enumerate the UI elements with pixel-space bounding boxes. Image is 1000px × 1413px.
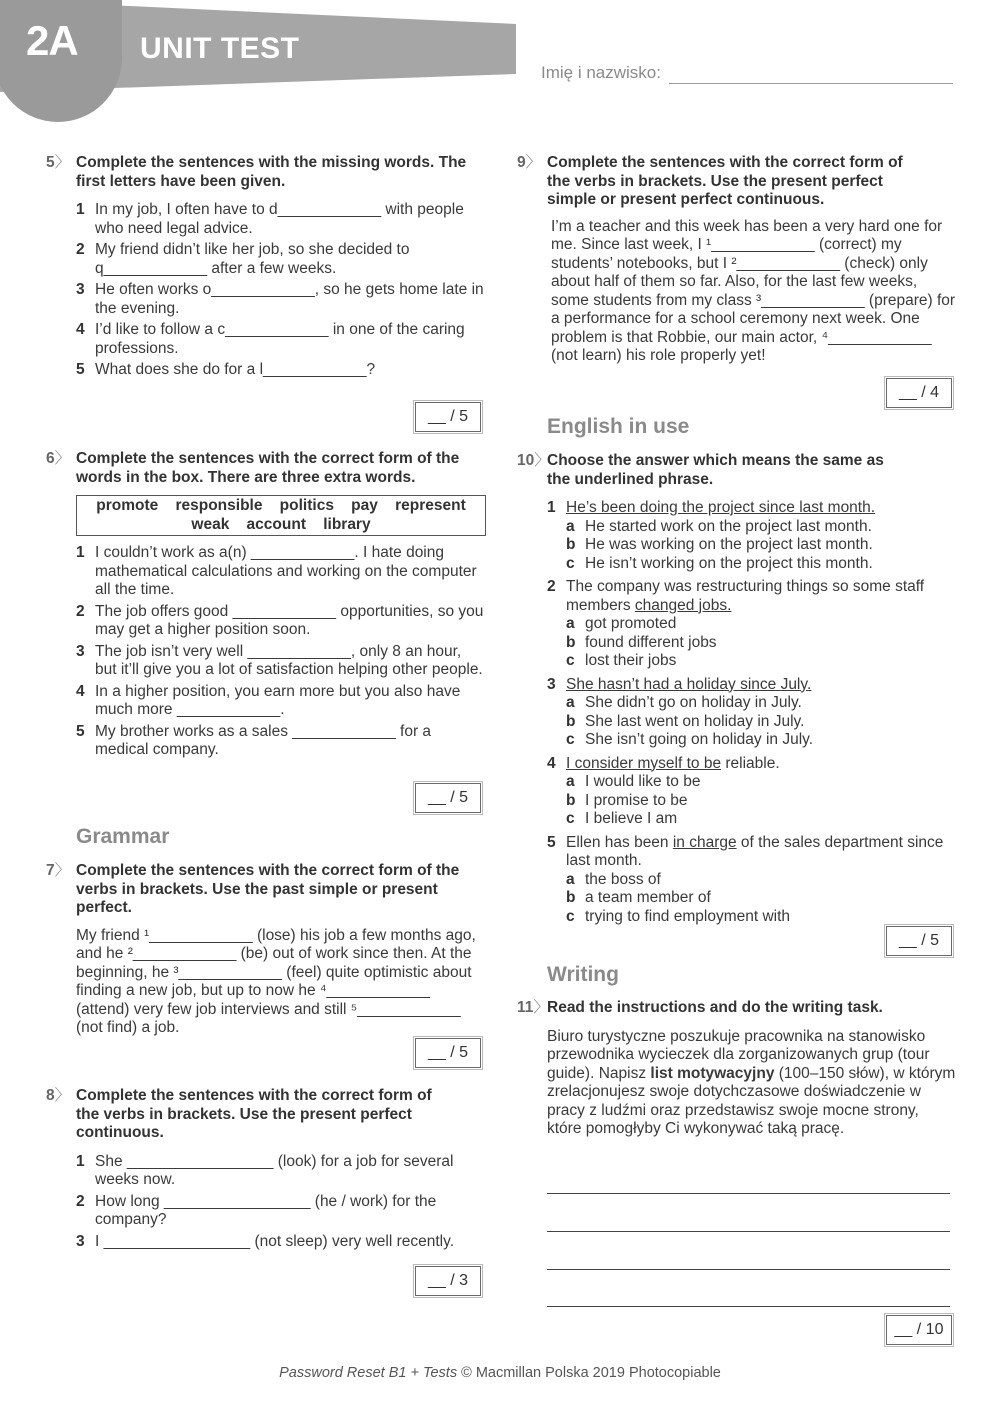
- exercise-number: 9: [517, 154, 526, 171]
- answer-option[interactable]: [566, 713, 957, 732]
- option-text: She isn’t going on holiday in July.: [585, 731, 814, 748]
- list-item: [76, 723, 486, 760]
- answer-option[interactable]: [566, 773, 957, 792]
- writing-task-text-end: (100–150 słów), w którym zrelacjonujesz swoje dotychczasowe doświadczenie w pracy z ludźmi oraz przedstawisz swoje mocne strony, które pomogłyby Ci wykonywać taką pracę.: [547, 1064, 956, 1137]
- item-list: [76, 1153, 486, 1252]
- option-letter: a: [566, 615, 575, 632]
- section-title-writing: Writing: [547, 963, 619, 986]
- item-number: 1: [76, 1152, 85, 1170]
- answer-option[interactable]: [566, 536, 957, 555]
- name-label: Imię i nazwisko:: [541, 63, 661, 82]
- exercise-5: 5〉 Complete the sentences with the missing words. The first letters have been given. 1 In my job, I often have to d____________ with people who need legal advice. 2 My friend didn’t like her job, so she decided to q____________ after a few weeks. 3 He often works o____________, so he gets home late in the evening. 4 I’d like to follow a c____________ in one of the caring professions. 5 What does she do for a l____________?: [46, 154, 486, 383]
- question-item: [547, 676, 957, 750]
- underlined-phrase: in charge: [672, 833, 737, 851]
- option-text: He started work on the project last month.: [585, 517, 872, 535]
- item-number: 4: [76, 682, 85, 700]
- stem-text: of the sales department since last month.: [566, 833, 944, 869]
- answer-option[interactable]: [566, 518, 957, 537]
- list-item: [76, 544, 486, 600]
- writing-answer-line[interactable]: [547, 1231, 950, 1232]
- score-box-11: __ / 10: [886, 1315, 952, 1345]
- exercise-number: 11: [517, 999, 534, 1016]
- question-item: [547, 578, 957, 671]
- list-item: [76, 643, 486, 680]
- stem-text: The company was restructuring things so some staff members: [566, 578, 925, 614]
- item-text[interactable]: What does she do for a l____________?: [95, 361, 376, 378]
- item-text[interactable]: I _________________ (not sleep) very well recently.: [95, 1232, 455, 1250]
- option-text: She last went on holiday in July.: [585, 712, 805, 730]
- item-number: 1: [547, 499, 556, 516]
- option-text: I believe I am: [585, 810, 678, 827]
- answer-option[interactable]: [566, 871, 957, 890]
- question-stem: [566, 499, 957, 518]
- exercise-instruction: Read the instructions and do the writing task.: [547, 999, 883, 1016]
- underlined-phrase: He’s been doing the project since last month.: [566, 499, 876, 516]
- underlined-phrase: I consider myself to be: [566, 754, 722, 772]
- item-number: 2: [547, 578, 556, 595]
- stem-text: Ellen has been: [566, 833, 673, 851]
- option-letter: c: [566, 652, 575, 669]
- list-item: [76, 321, 486, 358]
- item-number: 2: [76, 241, 85, 258]
- option-text: trying to find employment with: [585, 907, 791, 925]
- question-stem: [566, 578, 957, 615]
- underlined-phrase: She hasn’t had a holiday since July.: [566, 675, 812, 693]
- exercise-paragraph: I’m a teacher and this week has been a very hard one for me. Since last week, I ¹____________ (correct) my students’ notebooks, but I ²____________ (check) only about half of them so far. Also, for the last few weeks, some students from my class ³____________ (prepare) for a performance for a school ceremony next week. One problem is that Robbie, our main actor, ⁴____________ (not learn) his role properly yet!: [551, 217, 956, 364]
- answer-option[interactable]: [566, 694, 957, 713]
- item-text[interactable]: My friend didn’t like her job, so she decided to q____________ after a few weeks.: [95, 241, 410, 277]
- option-text: the boss of: [585, 870, 661, 888]
- list-item: [76, 361, 486, 380]
- score-box-8: __ / 3: [415, 1266, 481, 1296]
- list-item: [76, 281, 486, 318]
- option-letter: c: [566, 731, 575, 748]
- exercise-number: 5: [46, 154, 55, 171]
- item-number: 3: [76, 642, 85, 660]
- writing-answer-line[interactable]: [547, 1306, 950, 1307]
- score-box-7: __ / 5: [415, 1038, 481, 1068]
- exercise-10: 10〉 Choose the answer which means the same as the underlined phrase. 1 He’s been doing the project since last month. a He started work on the project last month. b He was working on the project last month. c He isn’t working on the project this month. 2 The company was restructuring things so some staff members changed jobs. a got promoted b found different jobs c lost their jobs 3 She hasn’t had a holiday since July. a She didn’t go on holiday in July. b She last went on holiday in July. c She isn’t going on holiday in July. 4 I consider myself to be reliable. a I would like to be b I promise to be c I believe I am 5 Ellen has been in charge of the sales department since last month. a the boss of b a team member of c trying to find employment with: [517, 452, 957, 931]
- option-letter: a: [566, 694, 575, 711]
- exercise-9: 9〉 Complete the sentences with the correct form of the verbs in brackets. Use the present perfect simple or present perfect continuous. I’m a teacher and this week has been a very hard one for me. Since last week, I ¹____________ (correct) my students’ notebooks, but I ²____________ (check) only about half of them so far. Also, for the last few weeks, some students from my class ³____________ (prepare) for a performance for a school ceremony next week. One problem is that Robbie, our main actor, ⁴____________ (not learn) his role properly yet!: [517, 154, 956, 364]
- item-number: 3: [76, 281, 85, 298]
- answer-option[interactable]: [566, 615, 957, 634]
- item-text[interactable]: How long _________________ (he / work) for the company?: [95, 1192, 437, 1228]
- option-text: I promise to be: [585, 791, 688, 809]
- option-letter: a: [566, 870, 575, 888]
- exercise-6: 6〉 Complete the sentences with the correct form of the words in the box. There are three extra words. promote responsible politics pay represent weak account library 1 I couldn’t work as a(n) ____________. I hate doing mathematical calculations and working on the computer all the time. 2 The job offers good ____________ opportunities, so you may get a higher position soon. 3 The job isn’t very well ____________, only 8 an hour, but it’ll give you a lot of satisfaction helping other people. 4 In a higher position, you earn more but you also have much more ____________. 5 My brother works as a sales ____________ for a medical company.: [46, 450, 486, 763]
- question-stem: [566, 755, 957, 774]
- writing-task-text: Biuro turystyczne poszukuje pracownika na stanowisko przewodnika wycieczek dla zorganizowanych grup (tour guide). Napisz: [547, 1027, 930, 1082]
- question-item: [547, 499, 957, 573]
- item-text[interactable]: My brother works as a sales ____________ for a medical company.: [95, 722, 432, 758]
- list-item: [76, 683, 486, 720]
- item-number: 5: [76, 361, 85, 378]
- score-box-9: __ / 4: [886, 378, 952, 408]
- exercise-paragraph: My friend ¹____________ (lose) his job a few months ago, and he ²____________ (be) out of work since then. At the beginning, he ³____________ (feel) quite optimistic about finding a new job, but up to now he ⁴____________ (attend) very few job interviews and still ⁵____________ (not find) a job.: [76, 926, 476, 1036]
- item-number: 1: [76, 544, 85, 561]
- score-box-5: __ / 5: [415, 402, 481, 432]
- option-letter: b: [566, 633, 576, 651]
- option-text: He isn’t working on the project this month.: [585, 554, 873, 572]
- page-title: UNIT TEST: [140, 32, 300, 65]
- page-footer: [0, 1364, 1000, 1383]
- exercise-11: 11〉 Read the instructions and do the writing task. Biuro turystyczne poszukuje pracownika na stanowisko przewodnika wycieczek dla zorganizowanych grup (tour guide). Napisz list motywacyjny (100–150 słów), w którym zrelacjonujesz swoje dotychczasowe doświadczenie w pracy z ludźmi oraz przedstawisz swoje mocne strony, które pomogłyby Ci wykonywać taką pracę.: [517, 999, 956, 1137]
- question-stem: [566, 676, 957, 695]
- underlined-phrase: changed jobs.: [634, 596, 732, 614]
- question-item: [547, 834, 957, 927]
- option-text: I would like to be: [585, 773, 701, 790]
- item-list: [76, 544, 486, 760]
- exercise-instruction: Complete the sentences with the correct form of the verbs in brackets. Use the past simple or present perfect.: [76, 862, 460, 916]
- exercise-number: 6: [46, 450, 55, 467]
- answer-option[interactable]: [566, 652, 957, 671]
- question-item: [547, 755, 957, 829]
- section-title-english-in-use: English in use: [547, 415, 690, 438]
- word-box-line-1: promote responsible politics pay represent: [96, 497, 466, 514]
- item-number: 3: [76, 1232, 85, 1250]
- list-item: [76, 241, 486, 278]
- item-number: 2: [76, 1192, 85, 1210]
- item-text[interactable]: I couldn’t work as a(n) ____________. I hate doing mathematical calculations and working on the computer all the time.: [95, 544, 477, 598]
- item-number: 2: [76, 602, 85, 620]
- item-list: [76, 201, 486, 380]
- item-text[interactable]: In a higher position, you earn more but you also have much more ____________.: [95, 682, 461, 718]
- exercise-instruction: Choose the answer which means the same as the underlined phrase.: [547, 452, 884, 488]
- section-title-grammar: Grammar: [76, 825, 170, 848]
- list-item: [76, 201, 486, 238]
- stem-text: reliable.: [721, 754, 780, 772]
- item-text[interactable]: The job isn’t very well ____________, only 8 an hour, but it’ll give you a lot of satisfaction helping other people.: [95, 642, 483, 678]
- footer-copyright: © Macmillan Polska 2019 Photocopiable: [457, 1365, 721, 1381]
- writing-task: [547, 1028, 957, 1139]
- score-box-6: __ / 5: [415, 783, 481, 813]
- answer-option[interactable]: [566, 810, 957, 829]
- item-text[interactable]: In my job, I often have to d____________ with people who need legal advice.: [95, 201, 464, 237]
- option-letter: c: [566, 554, 575, 572]
- option-letter: b: [566, 712, 576, 730]
- score-box-10: __ / 5: [886, 926, 952, 956]
- item-number: 4: [76, 321, 85, 338]
- exercise-instruction: Complete the sentences with the correct form of the verbs in brackets. Use the present perfect continuous.: [76, 1087, 432, 1141]
- answer-option[interactable]: [566, 889, 957, 908]
- word-box-line-2: weak account library: [191, 515, 371, 533]
- exercise-7: 7〉 Complete the sentences with the correct form of the verbs in brackets. Use the past simple or present perfect. My friend ¹____________ (lose) his job a few months ago, and he ²____________ (be) out of work since then. At the beginning, he ³____________ (feel) quite optimistic about finding a new job, but up to now he ⁴____________ (attend) very few job interviews and still ⁵____________ (not find) a job.: [46, 862, 486, 1038]
- item-text[interactable]: I’d like to follow a c____________ in one of the caring professions.: [95, 321, 465, 357]
- option-text: lost their jobs: [585, 652, 677, 669]
- name-input-line[interactable]: [669, 83, 953, 84]
- unit-code: 2A: [26, 17, 78, 64]
- answer-option[interactable]: [566, 908, 957, 927]
- footer-book-title: Password Reset B1 + Tests: [279, 1365, 458, 1381]
- option-letter: a: [566, 773, 575, 790]
- exercise-instruction: Complete the sentences with the missing words. The first letters have been given.: [76, 154, 467, 190]
- list-item: [76, 1153, 466, 1190]
- exercise-instruction: Complete the sentences with the correct form of the verbs in brackets. Use the present perfect simple or present perfect continuous.: [547, 154, 903, 208]
- item-list: [547, 499, 957, 926]
- answer-option[interactable]: [566, 634, 957, 653]
- option-text: a team member of: [585, 889, 711, 906]
- item-text[interactable]: She _________________ (look) for a job for several weeks now.: [95, 1152, 454, 1188]
- item-number: 4: [547, 754, 556, 772]
- exercise-instruction: Complete the sentences with the correct form of the words in the box. There are three extra words.: [76, 450, 460, 486]
- writing-task-bold: list motywacyjny: [650, 1064, 775, 1082]
- option-letter: c: [566, 810, 575, 827]
- answer-option[interactable]: [566, 555, 957, 574]
- option-letter: c: [566, 907, 575, 925]
- item-number: 3: [547, 675, 556, 693]
- answer-option[interactable]: [566, 731, 957, 750]
- list-item: [76, 1193, 466, 1230]
- list-item: [76, 603, 486, 640]
- word-box: [76, 495, 486, 536]
- writing-answer-line[interactable]: [547, 1193, 950, 1194]
- option-letter: b: [566, 889, 576, 906]
- item-number: 1: [76, 201, 85, 218]
- item-text[interactable]: He often works o____________, so he gets home late in the evening.: [95, 281, 484, 317]
- exercise-number: 10: [517, 452, 535, 469]
- option-text: He was working on the project last month.: [585, 536, 873, 553]
- exercise-number: 8: [46, 1087, 55, 1104]
- exercise-8: 8〉 Complete the sentences with the correct form of the verbs in brackets. Use the present perfect continuous. 1 She _________________ (look) for a job for several weeks now. 2 How long _________________ (he / work) for the company? 3 I _________________ (not sleep) very well recently.: [46, 1087, 486, 1254]
- option-text: found different jobs: [585, 633, 717, 651]
- item-number: 5: [76, 722, 85, 740]
- option-letter: b: [566, 536, 576, 553]
- writing-answer-line[interactable]: [547, 1269, 950, 1270]
- item-number: 5: [547, 833, 556, 851]
- list-item: [76, 1233, 466, 1252]
- option-letter: a: [566, 517, 575, 535]
- item-text[interactable]: The job offers good ____________ opportunities, so you may get a higher position soon.: [95, 602, 484, 638]
- option-text: got promoted: [585, 615, 677, 632]
- question-stem: [566, 834, 957, 871]
- exercise-number: 7: [46, 862, 55, 879]
- answer-option[interactable]: [566, 792, 957, 811]
- option-text: She didn’t go on holiday in July.: [585, 694, 802, 711]
- option-letter: b: [566, 791, 576, 809]
